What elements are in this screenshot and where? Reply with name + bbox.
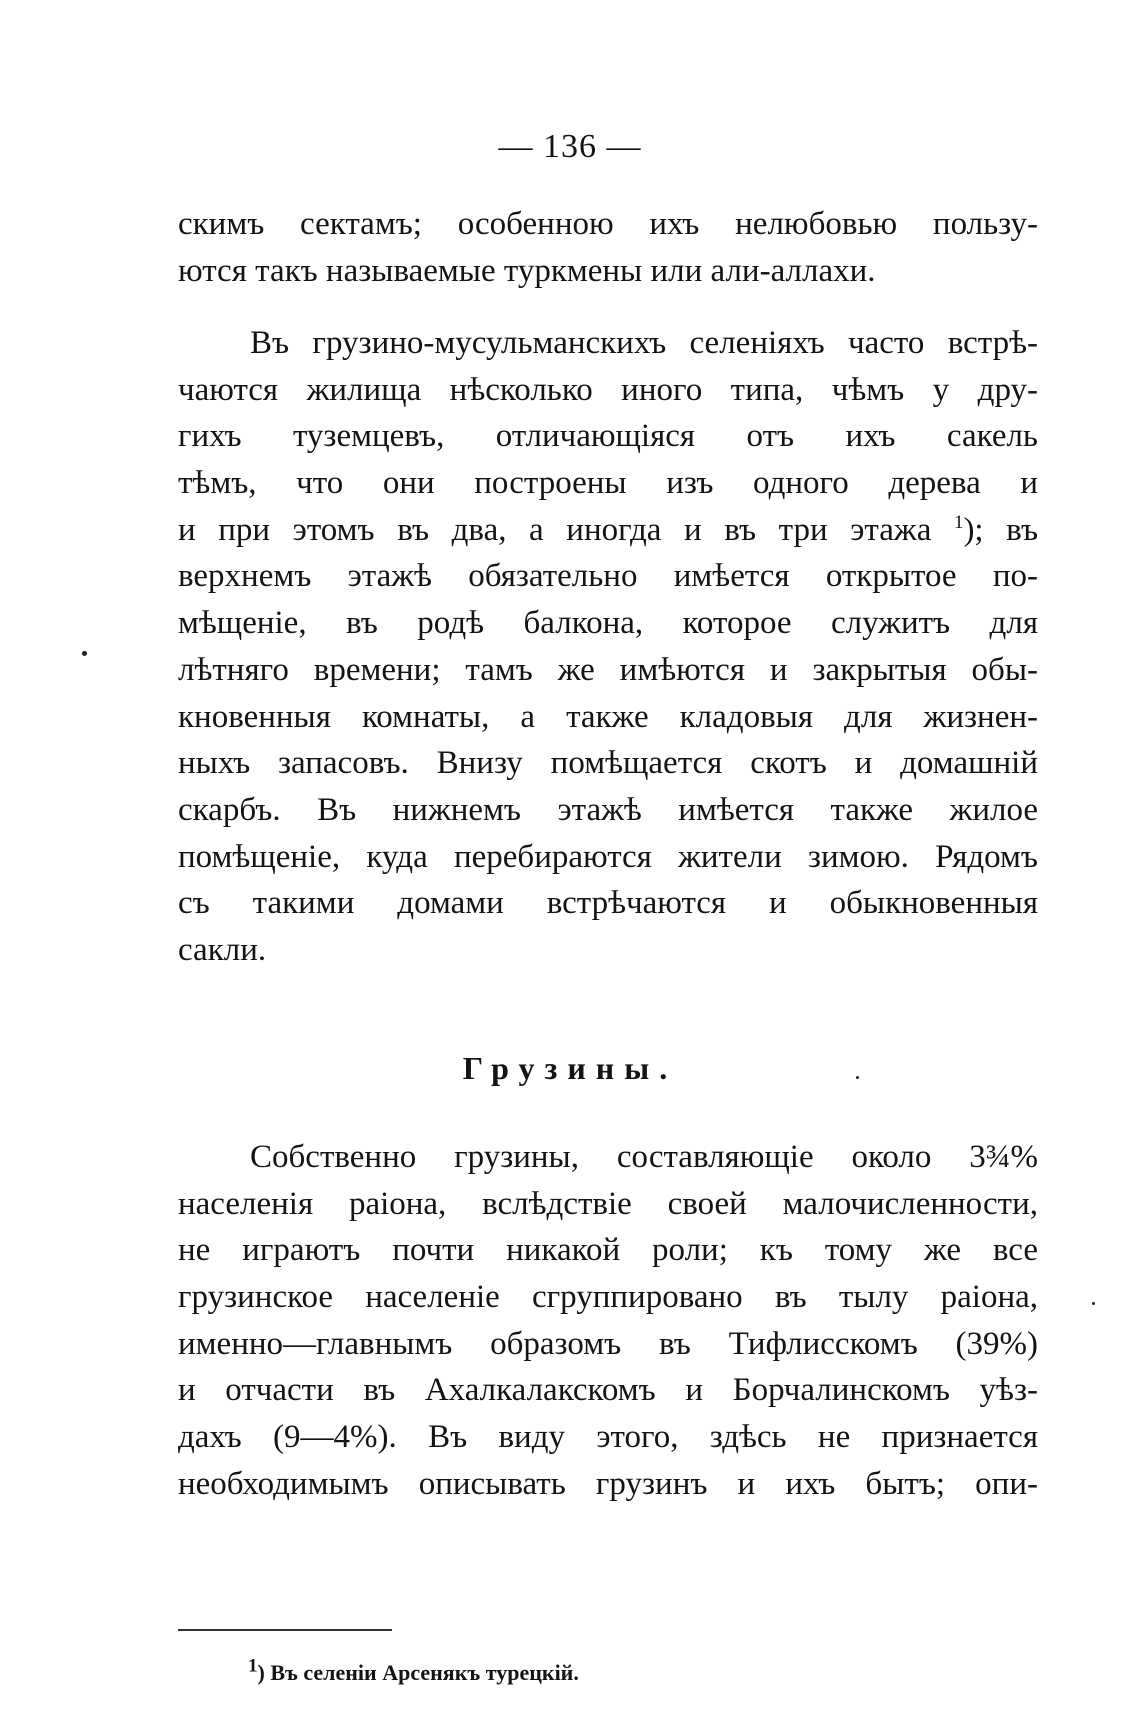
footnote-text: ) Въ селеніи Арсенякъ турецкій.: [257, 1660, 579, 1685]
text-line: именно—главнымъ образомъ въ Тифлисскомъ (39%): [178, 1325, 1038, 1362]
text-line-end: ); въ: [963, 511, 1039, 548]
text-line: съ такими домами встрѣчаются и обыкновенныя: [178, 885, 1038, 922]
page-number: — 136 —: [498, 128, 642, 165]
paragraph-georgians: [178, 1134, 1038, 1508]
text-line: и отчасти въ Ахалкалакскомъ и Борчалинскомъ уѣз-: [178, 1372, 1038, 1409]
text-line: скимъ сектамъ; особенною ихъ нелюбовью пользу-: [178, 206, 1038, 242]
text-line: тѣмъ, что они построены изъ одного дерева и: [178, 465, 1038, 502]
footnote: [248, 1655, 579, 1686]
footnote-marker: 1: [953, 511, 964, 533]
paragraph-continuation: [178, 201, 1038, 294]
text-line: гихъ туземцевъ, отличающіяся отъ ихъ сакель: [178, 418, 1038, 455]
paragraph-dwellings: [178, 320, 1038, 974]
text-line: Въ грузино-мусульманскихъ селеніяхъ часто встрѣ-: [250, 325, 1038, 361]
scan-speck: [856, 1076, 859, 1079]
text-line-with-footnote: [178, 507, 1038, 554]
text-line: не играютъ почти никакой роли; къ тому же все: [178, 1232, 1038, 1269]
text-line: чаются жилища нѣсколько иного типа, чѣмъ у дру-: [178, 371, 1038, 408]
text-line: помѣщеніе, куда перебираются жители зимою. Рядомъ: [178, 838, 1038, 875]
text-line: верхнемъ этажѣ обязательно имѣется открытое по-: [178, 558, 1038, 595]
text-line-start: и при этомъ въ два, а иногда и въ три этажа: [178, 511, 932, 548]
footnote-divider: [178, 1629, 392, 1631]
text-line: ныхъ запасовъ. Внизу помѣщается скотъ и домашній: [178, 745, 1038, 782]
section-heading: Грузины.: [462, 1050, 678, 1086]
text-line: дахъ (9—4%). Въ виду этого, здѣсь не признается: [178, 1419, 1038, 1456]
text-line: кновенныя комнаты, а также кладовыя для жизнен-: [178, 698, 1038, 735]
scan-speck: [82, 651, 87, 656]
text-line: ются такъ называемые туркмены или али-аллахи.: [178, 252, 876, 289]
text-line: сакли.: [178, 931, 267, 968]
text-line: Собственно грузины, составляющіе около 3¾%: [250, 1139, 1038, 1175]
text-line: скарбъ. Въ нижнемъ этажѣ имѣется также жилое: [178, 791, 1038, 828]
text-line: необходимымъ описывать грузинъ и ихъ бытъ; опи-: [178, 1465, 1038, 1502]
footnote-marker: 1: [248, 1655, 258, 1677]
text-line: лѣтняго времени; тамъ же имѣются и закрытыя обы-: [178, 651, 1038, 688]
scan-speck: [1092, 1302, 1095, 1305]
text-line: мѣщеніе, въ родѣ балкона, которое служитъ для: [178, 605, 1038, 642]
text-line: грузинское населеніе сгруппировано въ тылу раіона,: [178, 1279, 1038, 1316]
text-line: населенія раіона, вслѣдствіе своей малочисленности,: [178, 1185, 1038, 1222]
